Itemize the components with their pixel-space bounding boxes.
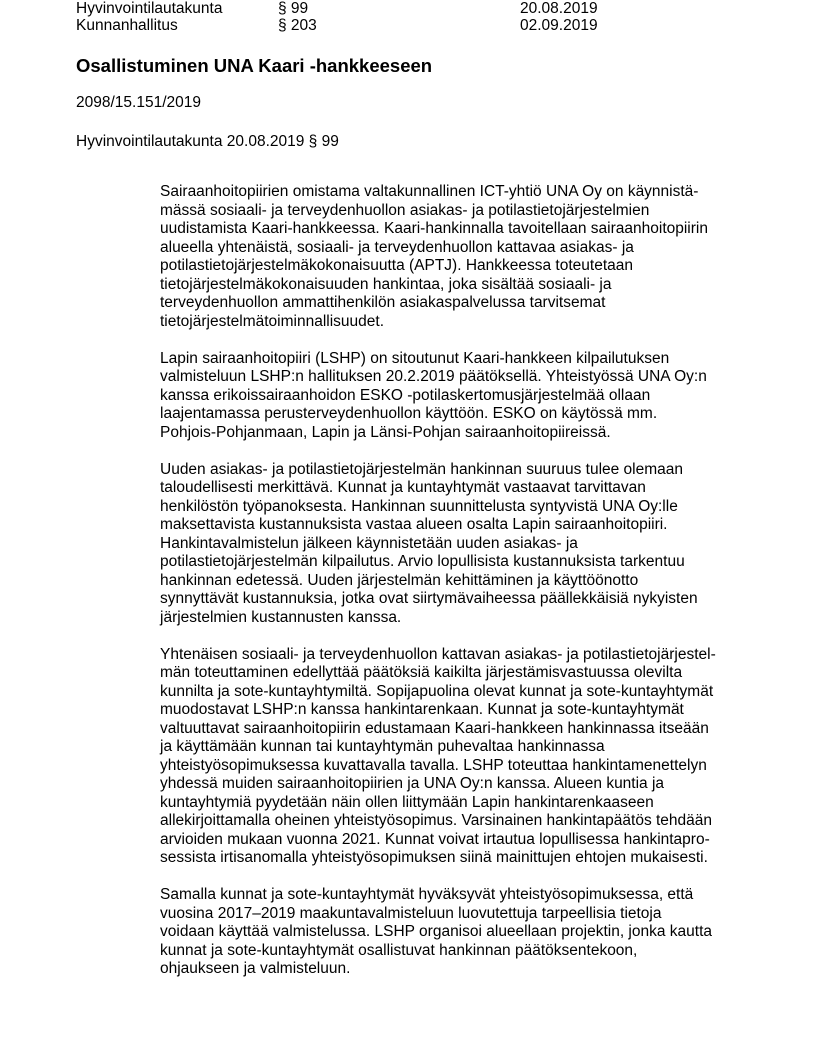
paragraph-line: maksettavista kustannuksista vastaa alueen osalta Lapin sairaanhoitopiiri. — [160, 516, 668, 533]
paragraph-line: yhdessä muiden sairaanhoitopiirien ja UNA Oy:n kanssa. Alueen kuntia ja — [160, 775, 665, 792]
paragraph-line: Yhtenäisen sosiaali- ja terveydenhuollon kattavan asiakas- ja potilastietojärjestel- — [160, 645, 716, 663]
paragraph — [160, 646, 716, 868]
paragraph-line: kuntayhtymiä pyydetään näin ollen liittymään Lapin hankintarenkaaseen — [160, 793, 654, 811]
paragraph-line: kunnilta ja sote-kuntayhtymiltä. Sopijapuolina olevat kunnat ja sote-kuntayhtymät — [160, 682, 714, 700]
header-body: Kunnanhallitus — [76, 17, 178, 34]
paragraph-line: taloudellisesti merkittävä. Kunnat ja kuntayhtymät vastaavat tarvittavan — [160, 479, 646, 496]
header-body: Hyvinvointilautakunta — [76, 0, 223, 17]
paragraph-line: potilastietojärjestelmäkokonaisuutta (APTJ). Hankkeessa toteutetaan — [160, 257, 633, 274]
paragraph-line: potilastietojärjestelmän kilpailutus. Arvio lopullisista kustannuksista tarkentuu — [160, 553, 685, 570]
paragraph-line: tietojärjestelmätoiminnallisuudet. — [160, 312, 385, 330]
paragraph-line: terveydenhuollon ammattihenkilön asiakaspalvelussa tarvitsemat — [160, 294, 606, 311]
paragraph-line: muodostavat LSHP:n kanssa hankintarenkaan. Kunnat ja sote-kuntayhtymät — [160, 701, 684, 718]
paragraph-line: kunnat ja sote-kuntayhtymät osallistuvat hankinnan päätöksentekoon, — [160, 941, 638, 959]
paragraph-line: Pohjois-Pohjanmaan, Lapin ja Länsi-Pohjan sairaanhoitopiireissä. — [160, 423, 611, 441]
paragraph-line: alueella yhtenäistä, sosiaali- ja terveydenhuollon kattavaa asiakas- ja — [160, 238, 634, 256]
paragraph-line: yhteistyösopimuksessa kuvattavalla tavalla. LSHP toteuttaa hankintamenettelyn — [160, 756, 707, 774]
paragraph-line: kanssa erikoissairaanhoidon ESKO -potilaskertomusjärjestelmää ollaan — [160, 386, 651, 404]
paragraph-line: Lapin sairaanhoitopiiri (LSHP) on sitoutunut Kaari-hankkeen kilpailutuksen — [160, 349, 670, 367]
header-section: § 203 — [278, 17, 317, 34]
paragraph — [160, 350, 716, 443]
paragraph-line: synnyttävät kustannuksia, jotka ovat siirtymävaiheessa päällekkäisiä nykyisten — [160, 590, 698, 607]
paragraph-line: henkilöstön työpanoksesta. Hankinnan suunnittelusta syntyvistä UNA Oy:lle — [160, 497, 678, 515]
reference-number: 2098/15.151/2019 — [76, 94, 201, 111]
header-date: 02.09.2019 — [520, 17, 598, 34]
paragraph — [160, 461, 716, 628]
paragraph-line: arvioiden mukaan vuonna 2021. Kunnat voivat irtautua lopullisessa hankintapro- — [160, 830, 710, 848]
paragraph — [160, 183, 716, 331]
paragraph-line: uudistamista Kaari-hankkeessa. Kaari-hankinnalla tavoitellaan sairaanhoitopiirin — [160, 220, 708, 237]
document-title: Osallistuminen UNA Kaari -hankkeeseen — [76, 55, 433, 76]
paragraph-line: tietojärjestelmäkokonaisuuden hankintaa, joka sisältää sosiaali- ja — [160, 275, 612, 293]
paragraph-line: laajentamassa perusterveydenhuollon käyttöön. ESKO on käytössä mm. — [160, 405, 658, 422]
meeting-reference: Hyvinvointilautakunta 20.08.2019 § 99 — [76, 133, 339, 150]
paragraph-line: hankinnan edetessä. Uuden järjestelmän kehittäminen ja käyttöönotto — [160, 571, 639, 589]
header-section: § 99 — [278, 0, 309, 17]
document-body — [160, 183, 716, 997]
paragraph-line: Samalla kunnat ja sote-kuntayhtymät hyväksyvät yhteistyösopimuksessa, että — [160, 886, 694, 903]
paragraph — [160, 886, 716, 979]
paragraph-line: män toteuttaminen edellyttää päätöksiä kaikilta järjestämisvastuussa olevilta — [160, 664, 683, 681]
paragraph-line: Sairaanhoitopiirien omistama valtakunnallinen ICT-yhtiö UNA Oy on käynnistä- — [160, 183, 699, 200]
paragraph-line: allekirjoittamalla oheinen yhteistyösopimus. Varsinainen hankintapäätös tehdään — [160, 812, 713, 829]
paragraph-line: valtuuttavat sairaanhoitopiirin edustamaan Kaari-hankkeen hankinnassa itseään — [160, 719, 709, 737]
paragraph-line: Uuden asiakas- ja potilastietojärjestelmän hankinnan suuruus tulee olemaan — [160, 460, 684, 478]
paragraph-line: ohjaukseen ja valmisteluun. — [160, 960, 351, 977]
paragraph-line: mässä sosiaali- ja terveydenhuollon asiakas- ja potilastietojärjestelmien — [160, 201, 650, 219]
paragraph-line: ja käyttämään kunnan tai kuntayhtymän puhevaltaa hankinnassa — [160, 738, 605, 755]
paragraph-line: valmisteluun LSHP:n hallituksen 20.2.2019 päätöksellä. Yhteistyössä UNA Oy:n — [160, 368, 707, 385]
paragraph-line: sessista irtisanomalla yhteistyösopimuksen siinä mainittujen ehtojen mukaisesti. — [160, 849, 708, 866]
paragraph-line: Hankintavalmistelun jälkeen käynnistetään uuden asiakas- ja — [160, 534, 578, 552]
paragraph-line: järjestelmien kustannusten kanssa. — [160, 608, 402, 626]
paragraph-line: vuosina 2017–2019 maakuntavalmisteluun luovutettuja tarpeellisia tietoja — [160, 904, 662, 922]
paragraph-line: voidaan käyttää valmistelussa. LSHP organisoi alueellaan projektin, jonka kautta — [160, 923, 713, 940]
header-date: 20.08.2019 — [520, 0, 598, 17]
